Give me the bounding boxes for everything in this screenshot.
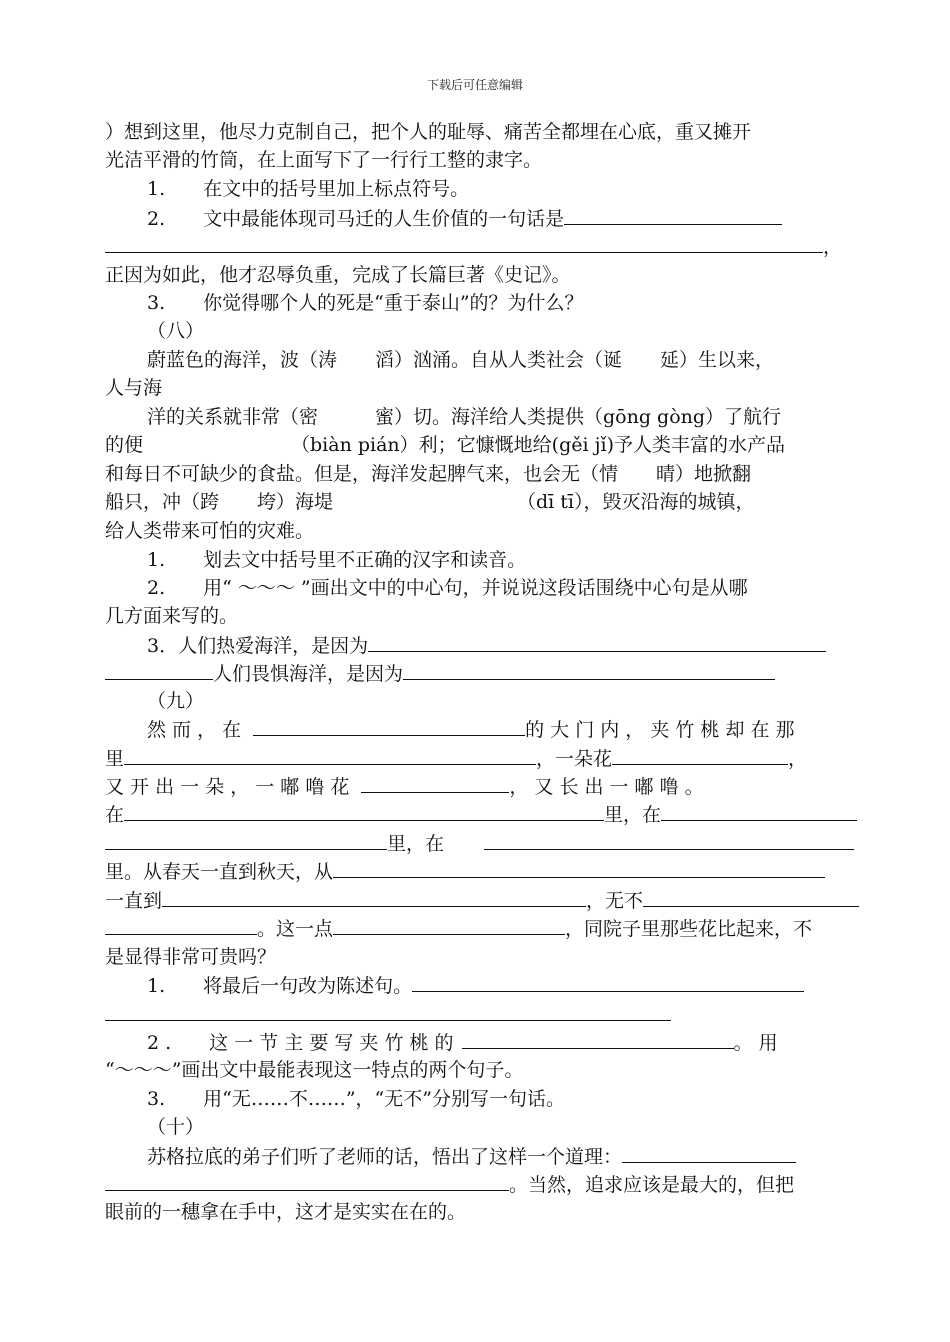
text-fragment: ， 又 长 出 一 嘟 噜 。 [509,776,704,798]
section-title-10: （十） [147,1116,205,1138]
question-text: 人们畏惧海洋，是因为 [213,663,404,685]
question-9-1 [147,971,860,999]
answer-blank[interactable] [564,204,782,225]
text-line [105,744,860,772]
text-line: 是显得非常可贵吗？ [105,946,277,968]
answer-blank[interactable] [105,914,257,935]
answer-blank[interactable] [612,744,788,765]
text-fragment: ，同院子里那些花比起来，不 [565,918,813,940]
question-8-1: 1. 划去文中括号里不正确的汉字和读音。 [147,549,527,571]
text-fragment: 里 [105,748,125,770]
text-line [105,772,860,800]
comma: ， [823,236,843,258]
text-line: 光洁平滑的竹筒，在上面写下了一行行工整的隶字。 [105,149,543,171]
text-line: 正因为如此，他才忍辱负重，完成了长篇巨著《史记》。 [105,264,571,286]
question-2-text: 2. 文中最能体现司马迁的人生价值的一句话是 [147,208,565,230]
text-fragment: ，一朵花 [536,748,613,770]
question-9-2 [147,1028,860,1056]
text-line [105,659,860,687]
page-header: 下载后可任意编辑 [426,78,523,92]
text-line: 给人类带来可怕的灾难。 [105,520,315,542]
text-fragment: （dī tī），毁灭沿海的城镇， [517,491,755,513]
section-title-8: （八） [147,320,205,342]
text-fragment: 里，在 [604,804,662,826]
text-line [147,1142,860,1170]
section-title-9: （九） [147,690,205,712]
answer-blank[interactable] [105,1000,671,1021]
text-line [105,431,860,459]
text-line: ）想到这里，他尽力克制自己，把个人的耻辱、痛苦全都埋在心底，重又摊开 [105,121,752,143]
text-fragment: 里。从春天一直到秋天，从 [105,861,334,883]
text-fragment: 。当然，追求应该是最大的，但把 [509,1174,795,1196]
answer-blank[interactable] [462,1028,734,1049]
answer-blank[interactable] [105,232,823,253]
answer-blank[interactable] [661,800,857,821]
text-fragment: 。 用 [733,1032,778,1054]
text-line [105,488,860,516]
answer-blank[interactable] [622,1142,796,1163]
text-fragment: 的便 [105,434,144,456]
text-line [105,914,860,942]
answer-blank[interactable] [412,971,804,992]
text-line [105,1000,860,1028]
answer-blank[interactable] [105,829,387,850]
text-line: 蔚蓝色的海洋，波（涛 滔）汹涌。自从人类社会（诞 延）生以来， [147,349,775,371]
text-line: 几方面来写的。 [105,605,239,627]
question-3: 3. 你觉得哪个人的死是“重于泰山”的？为什么？ [147,292,584,314]
text-fragment: （biàn pián）利；它慷慨地给(gěi jǐ)予人类丰富的水产品 [291,434,785,456]
answer-blank[interactable] [361,772,509,793]
text-line: “～～～”画出文中最能表现这一特点的两个句子。 [105,1059,524,1081]
text-line [147,715,860,743]
text-line [105,232,860,260]
question-2 [147,204,902,232]
answer-blank[interactable] [333,857,825,878]
question-text: 2 . 这 一 节 主 要 写 夹 竹 桃 的 [147,1032,454,1054]
question-9-3: 3. 用“无……不……”，“无不”分别写一句话。 [147,1088,565,1110]
answer-blank[interactable] [124,744,536,765]
text-fragment: 里，在 [387,833,445,855]
text-line [105,800,860,828]
text-line [105,886,860,914]
answer-blank[interactable] [333,914,565,935]
text-fragment: 然 而 ， 在 [147,719,242,741]
text-fragment: 苏格拉底的弟子们听了老师的话，悟出了这样一个道理： [147,1146,623,1168]
text-fragment: ， [788,748,808,770]
text-fragment: 船只，冲（跨 垮）海堤 [105,491,334,513]
answer-blank[interactable] [124,800,604,821]
text-line [105,1170,860,1198]
text-line: 人与海 [105,377,163,399]
text-line [105,857,860,885]
answer-blank[interactable] [105,659,213,680]
text-fragment: 又 开 出 一 朵 ， 一 嘟 噜 花 [105,776,350,798]
question-text: 3．人们热爱海洋，是因为 [147,635,369,657]
text-line: 眼前的一穗拿在手中，这才是实实在在的。 [105,1201,467,1223]
question-8-3 [147,631,902,659]
answer-blank[interactable] [403,659,775,680]
answer-blank[interactable] [643,886,859,907]
text-fragment: 在 [105,804,125,826]
answer-blank[interactable] [368,631,826,652]
text-line [105,829,860,857]
text-line: 和每日不可缺少的食盐。但是，海洋发起脾气来，也会无（情 晴）地掀翻 [105,463,752,485]
answer-blank[interactable] [162,886,586,907]
answer-blank[interactable] [253,715,525,736]
answer-blank[interactable] [484,829,854,850]
question-8-2: 2. 用“ ～～～ ”画出文中的中心句，并说说这段话围绕中心句是从哪 [147,577,748,599]
text-fragment: 一直到 [105,890,163,912]
text-line: 洋的关系就非常（密 蜜）切。海洋给人类提供（gōng gòng）了航行 [147,406,782,428]
text-fragment: ，无不 [586,890,644,912]
question-1: 1. 在文中的括号里加上标点符号。 [147,178,470,200]
question-text: 1. 将最后一句改为陈述句。 [147,975,413,997]
text-fragment: 。这一点 [257,918,334,940]
text-fragment: 的 大 门 内 ， 夹 竹 桃 却 在 那 [525,719,795,741]
answer-blank[interactable] [105,1170,509,1191]
